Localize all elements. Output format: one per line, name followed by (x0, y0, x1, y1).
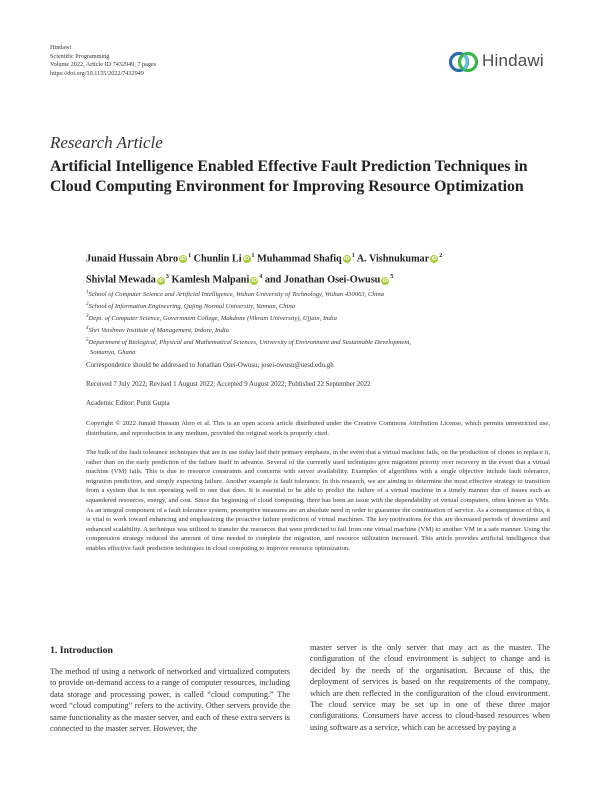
affiliation-item (86, 324, 536, 336)
journal-header (50, 44, 156, 78)
article-type: Research Article (50, 133, 163, 152)
logo-wordmark: Hindawi (482, 51, 544, 70)
section-heading: 1. Introduction (50, 645, 113, 656)
affiliation-number: 2 (86, 301, 89, 307)
affiliation-item (86, 288, 536, 300)
affiliation-item (86, 312, 536, 324)
affiliation-text: Department of Biological, Physical and Mathematical Sciences, University of Environment and Sustainable Development, (88, 339, 412, 347)
author-affiliation-mark: 2 (439, 253, 443, 259)
orcid-icon[interactable]: iD (431, 256, 437, 263)
intro-left-column: The method of using a network of networked and virtualized computers to provide on-demand access to a range of computer resources, including data storage and processing power, is called “cloud computing.” The word “cloud computing” refers to the activity. Other servers provide the same functionality as the master server, and each of these extra servers is connected to the master server. However, the (50, 667, 290, 734)
affiliation-number: 1 (86, 290, 89, 295)
author-connector: and (264, 274, 282, 286)
author-affiliation-mark: 1 (188, 253, 192, 259)
affiliation-item (86, 336, 536, 348)
affiliation-text: School of Computer Science and Artificial Intelligence, Wuhan University of Technology, Wuhan 430063, China (88, 291, 385, 299)
affiliation-number: 3 (86, 313, 89, 319)
correspondence-line: Correspondence should be addressed to Jonathan Osei-Owusu; josei-owusu@uesd.edu.gh (86, 362, 334, 369)
orcid-icon[interactable]: iD (382, 277, 389, 284)
author-name: Muhammad Shafiq (257, 253, 342, 265)
affiliation-text: Shri Vaishnav Institute of Management, Indore, India (88, 327, 229, 335)
affiliation-item (86, 300, 536, 312)
author-list (86, 247, 536, 290)
orcid-icon[interactable]: iD (251, 277, 258, 284)
affiliation-number: 5 (86, 337, 89, 343)
hindawi-logo (448, 48, 556, 78)
intro-right-column: master server is the only server that may act as the master. The configuration of the cloud environment is subject to change and is decided by the needs of the organisation. Because of this, the deployment of services is based on the requirements of the company, which are then reflected in the configuration of the cloud environment. The cloud service may be set up in one of these three major configurations. Consumers have access to cloud-based resources when using software as a service, which can be accessed by paying a (310, 643, 550, 732)
academic-editor: Academic Editor: Punit Gupta (86, 400, 170, 407)
author-name: Kamlesh Malpani (171, 274, 250, 286)
author-name: A. Vishnukumar (356, 253, 430, 265)
author-affiliation-mark: 4 (259, 274, 263, 281)
orcid-icon[interactable]: iD (243, 256, 250, 263)
author-affiliation-mark: 3 (165, 274, 169, 281)
publication-dates: Received 7 July 2022; Revised 1 August 2022; Accepted 9 August 2022; Published 22 September 2022 (86, 381, 371, 388)
affiliation-continuation: Somanya, Ghana (90, 348, 136, 356)
abstract-text: The bulk of the fault tolerance techniques that are in use today laid their primary emphasis, in the event that a virtual machine fails, on the production of clones to replace it, rather than on the early prediction of the failure itself in advance. Several of the currently used techniques give migration priority over recovery in the event that a virtual machine (VM) fails. This is due to resource constraints and concerns with server availability. Examples of algorithms with a single objective include fault tolerance, migration prediction, and simply expecting failure. Another example is fault tolerance. In this research, we are aiming to determine the most effective strategy to transition from a system that is not operating well to one that does. It is essential to be able to predict the failure of a virtual machine in a timely manner due of issues such as squandered resources, energy, and cost. Since the beginning of cloud computing, there has been an issue with the dependability of virtual computers, often known as VMs. As an integral component of a fault tolerance system, preemptive measures are an absolute need in order to guarantee the continuation of service. As a consequence of this, it is vital to work toward enhancing and emphasizing the proactive failure prediction of virtual machines. The key motivations for this are decreased periods of downtime and enhanced scalability. A technique was utilized to transfer the resources that were predicted to fail from one virtual machine (VM) to another VM in a safe manner. Using the compression strategy reduced the amount of time needed to complete the migration, and resource utilization increased. This article provides artificial intelligence that enables effective fault prediction techniques in cloud computing to improve resource optimization. (86, 449, 550, 552)
affiliation-number: 4 (86, 325, 89, 331)
volume-line: Volume 2022, Article ID 7432949, 7 pages (50, 61, 157, 69)
affiliation-list (86, 288, 536, 358)
affiliation-text: Dept. of Computer Science, Government College, Makdone (Vikram University), Ujjain, India (88, 315, 337, 323)
author-name: Jonathan Osei-Owusu (283, 274, 381, 286)
author-affiliation-mark: 1 (351, 253, 355, 259)
author-name: Shivlal Mewada (86, 274, 156, 286)
copyright-notice: Copyright © 2022 Junaid Hussain Abro et al. This is an open access article distributed under the Creative Commons Attribution License, which permits unrestricted use, distribution, and reproduction in any medium, provided the original work is properly cited. (86, 420, 550, 437)
publisher-name: Hindawi (50, 44, 72, 51)
orcid-icon[interactable]: iD (343, 256, 350, 263)
hindawi-rings-logo-icon (448, 48, 480, 76)
author-affiliation-mark: 5 (390, 274, 394, 281)
affiliation-text: School of Information Engineering, Qujing Normal University, Yunnan, China (88, 303, 296, 311)
author-name: Junaid Hussain Abro (86, 253, 179, 265)
author-name: Chunlin Li (193, 253, 242, 265)
doi-link[interactable]: https://doi.org/10.1155/2022/7432949 (50, 69, 144, 77)
orcid-icon[interactable]: iD (158, 277, 164, 284)
author-affiliation-mark: 1 (251, 253, 255, 259)
paper-title: Artificial Intelligence Enabled Effective Fault Prediction Techniques in Cloud Computing Environment for Improving Resource Optimization (50, 158, 528, 195)
journal-name: Scientific Programming (50, 52, 110, 60)
orcid-icon[interactable]: iD (180, 256, 186, 263)
